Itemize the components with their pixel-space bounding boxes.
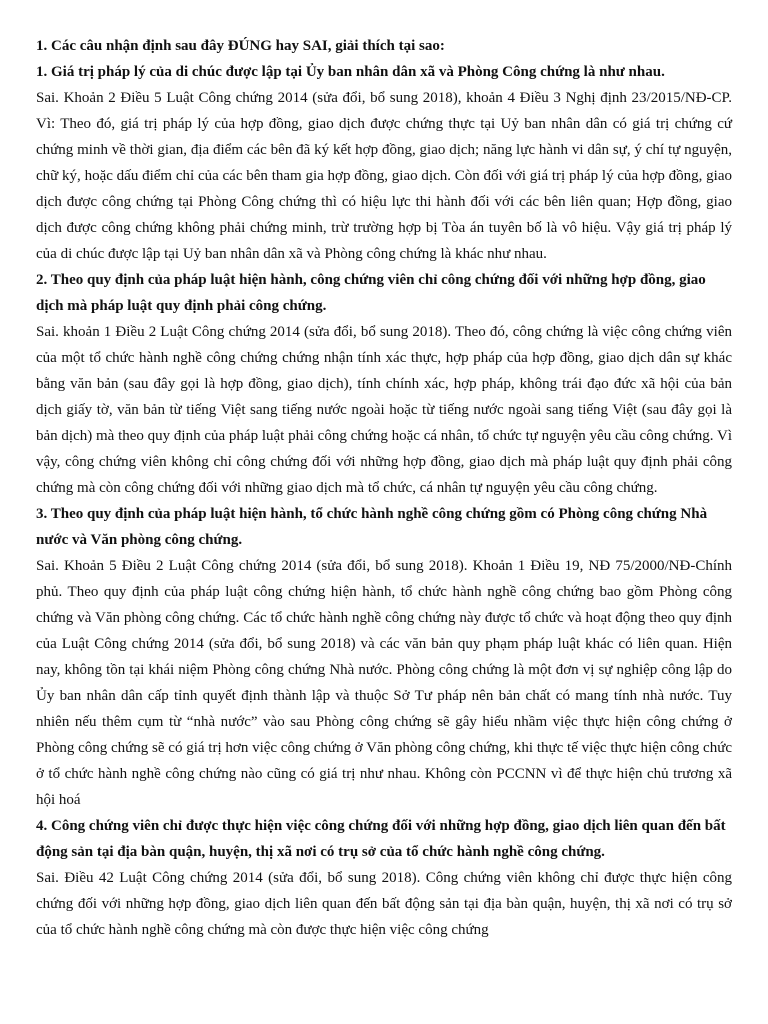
question-1: 1. Giá trị pháp lý của di chúc được lập tại Ủy ban nhân dân xã và Phòng Công chứng là như nhau. — [36, 64, 665, 80]
answer-2: Sai. khoản 1 Điều 2 Luật Công chứng 2014 (sửa đổi, bổ sung 2018). Theo đó, công chứng là việc công chứng viên của một tổ chức hành nghề công chứng chứng nhận tính xác thực, hợp pháp của hợp đồng, giao dịch dân sự khác bằng văn bản (sau đây gọi là hợp đồng, giao dịch), tính chính xác, hợp pháp, không trái đạo đức xã hội của bản dịch giấy tờ, văn bản từ tiếng Việt sang tiếng nước ngoài hoặc từ tiếng nước ngoài sang tiếng Việt (sau đây gọi là bản dịch) mà theo quy định của pháp luật phải công chứng hoặc cá nhân, tổ chức tự nguyện yêu cầu công chứng. Vì vậy, công chứng viên không chỉ công chứng đối với những hợp đồng, giao dịch mà pháp luật quy định phải công chứng mà còn công chứng đối với những giao dịch mà tổ chức, cá nhân tự nguyện yêu cầu công chứng. — [36, 324, 732, 496]
document-page — [36, 33, 732, 943]
question-3: 3. Theo quy định của pháp luật hiện hành, tổ chức hành nghề công chứng gồm có Phòng công chứng Nhà nước và Văn phòng công chứng. — [36, 506, 708, 548]
document-title: 1. Các câu nhận định sau đây ĐÚNG hay SAI, giải thích tại sao: — [36, 38, 445, 54]
answer-4: Sai. Điều 42 Luật Công chứng 2014 (sửa đổi, bổ sung 2018). Công chứng viên không chỉ được thực hiện công chứng đối với những hợp đồng, giao dịch liên quan đến bất động sản tại địa bàn quận, huyện, thị xã nơi có trụ sở của tổ chức hành nghề công chứng mà còn được thực hiện việc công chứng — [36, 870, 732, 938]
question-4: 4. Công chứng viên chỉ được thực hiện việc công chứng đối với những hợp đồng, giao dịch liên quan đến bất động sản tại địa bàn quận, huyện, thị xã nơi có trụ sở của tổ chức hành nghề công chứng. — [36, 818, 726, 860]
answer-1: Sai. Khoản 2 Điều 5 Luật Công chứng 2014 (sửa đổi, bổ sung 2018), khoản 4 Điều 3 Nghị định 23/2015/NĐ-CP. Vì: Theo đó, giá trị pháp lý của hợp đồng, giao dịch được chứng thực tại Uỷ ban nhân dân có giá trị chứng cứ chứng minh về thời gian, địa điểm các bên đã ký kết hợp đồng, giao dịch; năng lực hành vi dân sự, ý chí tự nguyện, chữ ký, hoặc dấu điểm chỉ của các bên tham gia hợp đồng, giao dịch. Còn đối với giá trị pháp lý của hợp đồng, giao dịch được công chứng tại Phòng Công chứng thì có hiệu lực thi hành đối với các bên liên quan; Hợp đồng, giao dịch được công chứng không phải chứng minh, trừ trường hợp bị Tòa án tuyên bố là vô hiệu. Vậy giá trị pháp lý của di chúc được lập tại Uỷ ban nhân dân xã và Phòng công chứng là khác như nhau. — [36, 90, 732, 262]
answer-3: Sai. Khoản 5 Điều 2 Luật Công chứng 2014 (sửa đổi, bổ sung 2018). Khoản 1 Điều 19, NĐ 75/2000/NĐ-Chính phủ. Theo quy định của pháp luật công chứng hiện hành, tổ chức hành nghề công chứng bao gồm Phòng công chứng và Văn phòng công chứng. Các tổ chức hành nghề công chứng này được tổ chức và hoạt động theo quy định của Luật Công chứng 2014 (sửa đổi, bổ sung 2018) và các văn bản quy phạm pháp luật khác có liên quan. Hiện nay, không tồn tại khái niệm Phòng công chứng Nhà nước. Phòng công chứng là một đơn vị sự nghiệp công lập do Ủy ban nhân dân cấp tỉnh quyết định thành lập và thuộc Sở Tư pháp nên bản chất có mang tính nhà nước. Tuy nhiên nếu thêm cụm từ “nhà nước” vào sau Phòng công chứng sẽ gây hiểu nhầm việc thực hiện công chứng ở Phòng công chứng sẽ có giá trị hơn việc công chứng ở Văn phòng công chứng, khi thực tế việc thực hiện công chức ở tổ chức hành nghề công chứng nào cũng có giá trị như nhau. Không còn PCCNN vì để thực hiện chủ trương xã hội hoá — [36, 558, 732, 808]
question-2: 2. Theo quy định của pháp luật hiện hành, công chứng viên chỉ công chứng đối với những hợp đồng, giao dịch mà pháp luật quy định phải công chứng. — [36, 272, 706, 314]
